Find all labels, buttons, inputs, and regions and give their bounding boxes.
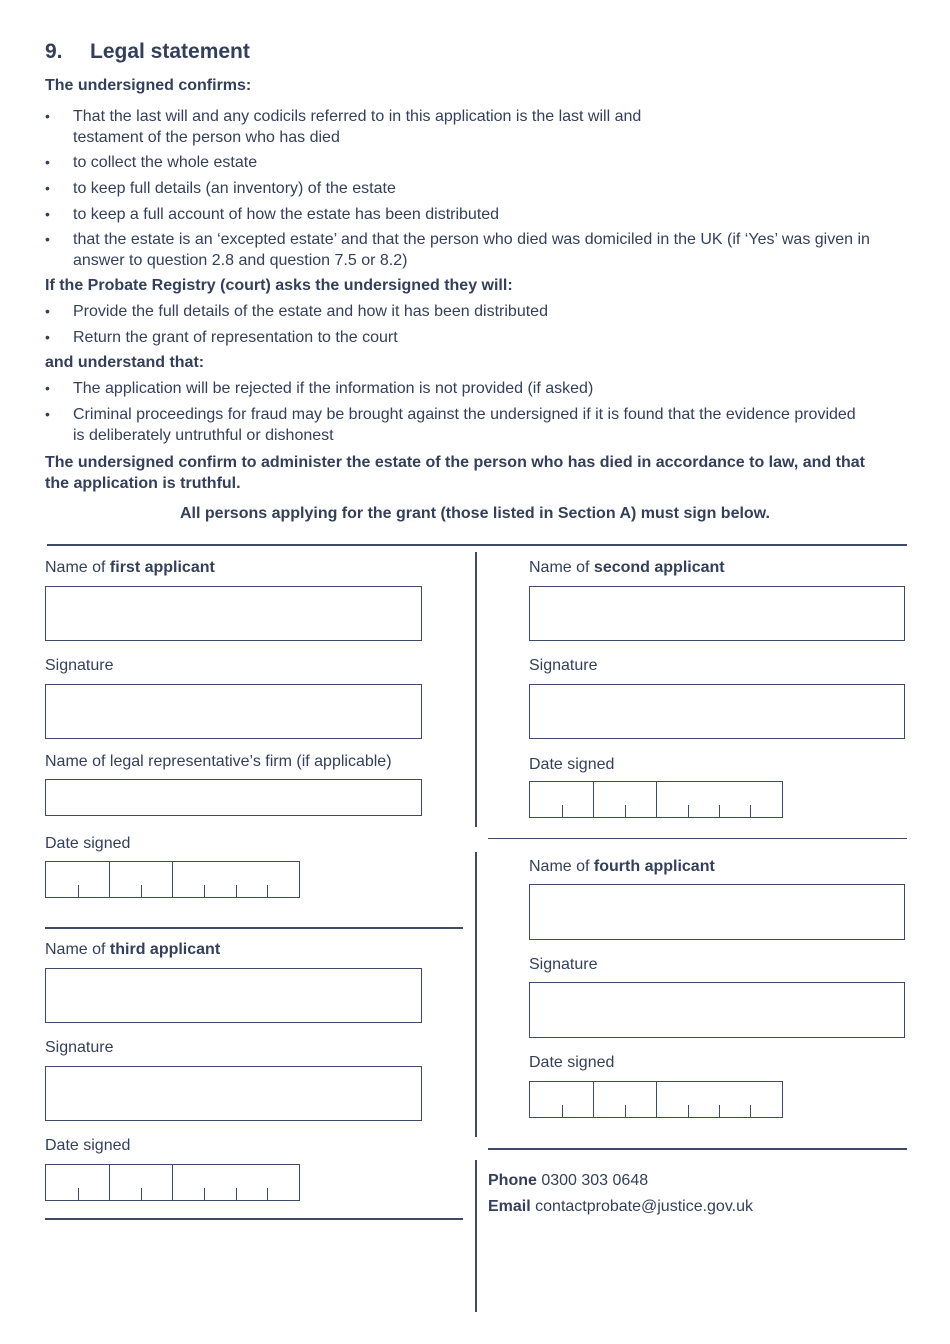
- first-applicant-label: Name of first applicant: [45, 559, 215, 576]
- section-title: Legal statement: [90, 40, 250, 63]
- third-date-field[interactable]: [45, 1164, 300, 1201]
- third-signature-field[interactable]: [45, 1066, 422, 1121]
- divider: [488, 838, 907, 839]
- confirm-statement-line1: The undersigned confirm to administer the estate of the person who has died in accordance to law, and that: [45, 454, 865, 471]
- fourth-signature-label: Signature: [529, 956, 598, 973]
- third-applicant-name-field[interactable]: [45, 968, 422, 1023]
- divider: [488, 1148, 907, 1150]
- phone-label: Phone: [488, 1172, 537, 1189]
- firm-name-field[interactable]: [45, 779, 422, 816]
- divider: [475, 1160, 477, 1312]
- fourth-date-field[interactable]: [529, 1081, 783, 1118]
- confirms-heading: The undersigned confirms:: [45, 77, 252, 94]
- contact-email: [488, 1198, 753, 1216]
- divider: [45, 927, 463, 929]
- first-signature-label: Signature: [45, 657, 114, 674]
- first-signature-field[interactable]: [45, 684, 422, 739]
- contact-phone: [488, 1172, 648, 1190]
- second-applicant-label: Name of second applicant: [529, 559, 725, 576]
- firm-label: Name of legal representative’s firm (if applicable): [45, 753, 392, 770]
- first-date-field[interactable]: [45, 861, 300, 898]
- divider: [475, 552, 477, 827]
- registry-heading: If the Probate Registry (court) asks the undersigned they will:: [45, 277, 513, 294]
- first-date-label: Date signed: [45, 835, 131, 852]
- second-applicant-name-field[interactable]: [529, 586, 905, 641]
- email-address[interactable]: contactprobate@justice.gov.uk: [535, 1198, 753, 1215]
- first-applicant-name-field[interactable]: [45, 586, 422, 641]
- fourth-applicant-label: Name of fourth applicant: [529, 858, 715, 875]
- third-signature-label: Signature: [45, 1039, 114, 1056]
- divider: [47, 544, 907, 546]
- second-date-label: Date signed: [529, 756, 615, 773]
- third-applicant-label: Name of third applicant: [45, 941, 221, 958]
- phone-number: 0300 303 0648: [541, 1172, 649, 1189]
- fourth-date-label: Date signed: [529, 1054, 615, 1071]
- sign-note: All persons applying for the grant (those listed in Section A) must sign below.: [180, 505, 770, 522]
- second-date-field[interactable]: [529, 781, 783, 818]
- fourth-signature-field[interactable]: [529, 982, 905, 1038]
- second-signature-label: Signature: [529, 657, 598, 674]
- understand-heading: and understand that:: [45, 354, 205, 371]
- section-heading: [45, 40, 250, 64]
- second-signature-field[interactable]: [529, 684, 905, 739]
- divider: [45, 1218, 463, 1220]
- divider: [475, 852, 477, 1137]
- section-number: 9.: [45, 40, 63, 63]
- confirm-statement-line2: the application is truthful.: [45, 475, 241, 492]
- email-label: Email: [488, 1198, 531, 1215]
- fourth-applicant-name-field[interactable]: [529, 884, 905, 940]
- third-date-label: Date signed: [45, 1137, 131, 1154]
